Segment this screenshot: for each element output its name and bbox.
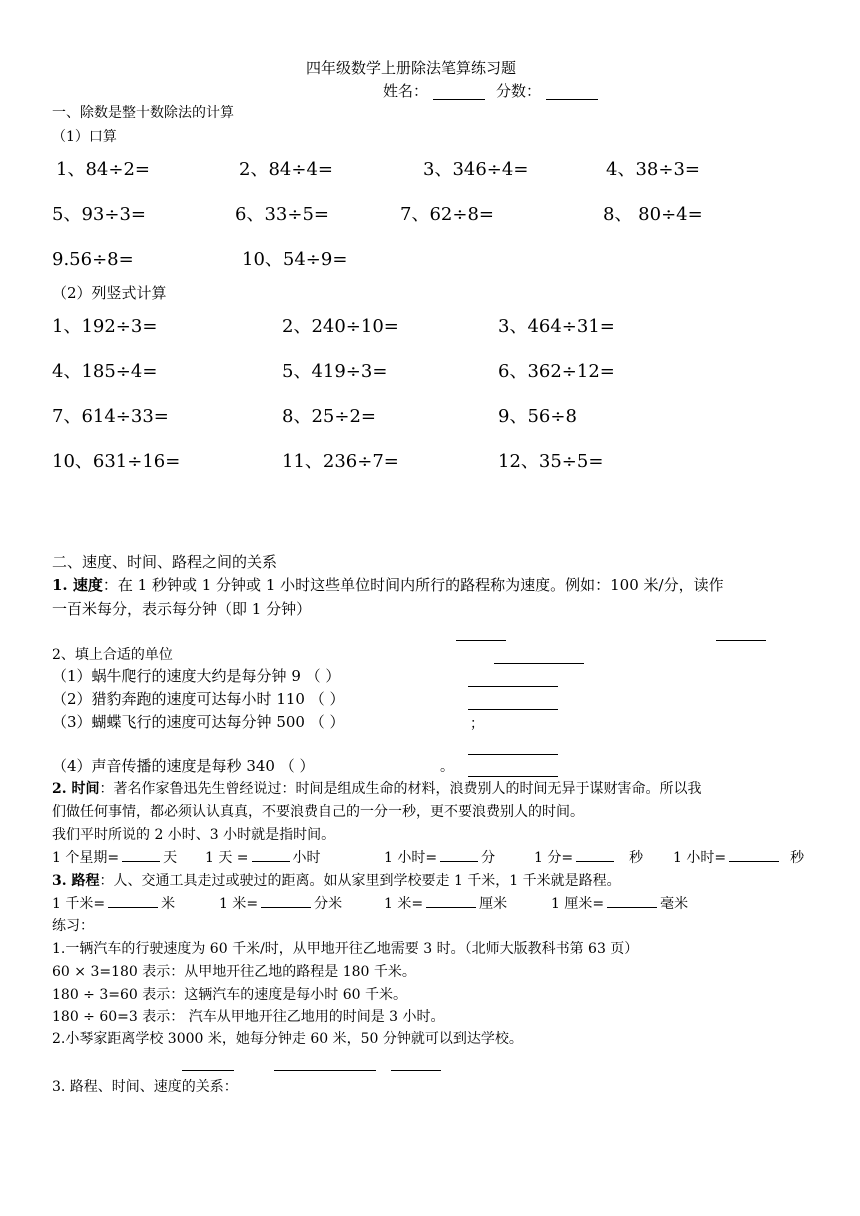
vertical-problem: 2、240÷10= [282,316,399,337]
distance-conversion [219,897,342,911]
fill-unit-item: （1）蜗牛爬行的速度大约是每分钟 9 （ ） [52,667,341,685]
conversion-unit: 厘米 [479,896,508,912]
fill-unit-item: （4）声音传播的速度是每秒 340 （ ） [52,757,315,775]
conversion-unit: 分米 [314,896,343,912]
distance-text: ：人、交通工具走过或驶过的距离。如从家里到学校要走 1 千米，1 千米就是路程。 [99,873,621,889]
oral-problem: 4、38÷3= [606,159,700,180]
oral-problem: 8、 80÷4= [603,204,703,225]
conversion-prefix: 1 米= [384,896,424,912]
practice-line: 1.一辆汽车的行驶速度为 60 千米/时，从甲地开往乙地需要 3 时。（北师大版教科书第 63 页） [52,941,639,957]
oral-problem: 9.56÷8= [52,249,134,270]
semicolon: ； [470,716,484,732]
fill-unit-item: （3）蝴蝶飞行的速度可达每分钟 500 （ ） [52,713,345,731]
conversion-blank[interactable] [440,860,478,862]
oral-problem: 10、54÷9= [242,249,348,270]
speed-text-line2: 一百米每分，表示每分钟（即 1 分钟） [52,600,312,618]
conversion-blank[interactable] [426,906,476,908]
oral-problem: 7、62÷8= [400,204,494,225]
oral-problem: 2、84÷4= [239,159,333,180]
vertical-heading: （2）列竖式计算 [52,284,167,302]
oral-heading: （1）口算 [52,129,117,145]
time-conversion [205,851,321,865]
vertical-problem: 3、464÷31= [498,316,615,337]
vertical-problem: 12、35÷5= [498,451,604,472]
conversion-prefix: 1 千米= [52,896,106,912]
practice-line: 180 ÷ 60=3 表示： 汽车从甲地开往乙地用的时间是 3 小时。 [52,1009,445,1025]
distance-label: 3. 路程 [52,873,100,889]
answer-line[interactable] [468,776,558,777]
conversion-prefix: 1 小时= [673,850,727,866]
vertical-problem: 4、185÷4= [52,361,158,382]
conversion-unit: 小时 [292,850,321,866]
time-text: ：著名作家鲁迅先生曾经说过：时间是组成生命的材料，浪费别人的时间无异于谋财害命。所以我 [99,781,702,797]
name-label: 姓名： [383,82,429,100]
oral-problem: 1、84÷2= [56,159,150,180]
conversion-blank[interactable] [607,906,657,908]
oral-problem: 3、346÷4= [423,159,529,180]
practice-heading: 练习： [52,918,94,934]
period: 。 [440,759,454,775]
conversion-unit: 秒 [629,850,644,866]
vertical-problem: 7、614÷33= [52,406,169,427]
oral-problem: 5、93÷3= [52,204,146,225]
answer-line[interactable] [456,640,506,641]
oral-problem: 6、33÷5= [235,204,329,225]
conversion-blank[interactable] [252,860,290,862]
time-label: 2. 时间 [52,781,100,797]
answer-line[interactable] [468,754,558,755]
practice-line: 180 ÷ 3=60 表示：这辆汽车的速度是每小时 60 千米。 [52,987,407,1003]
practice-line: 60 × 3=180 表示：从甲地开往乙地的路程是 180 千米。 [52,964,416,980]
conversion-unit: 毫米 [660,896,689,912]
conversion-unit: 秒 [790,850,805,866]
answer-line[interactable] [182,1070,234,1071]
answer-line[interactable] [468,709,558,710]
page-title: 四年级数学上册除法笔算练习题 [306,59,517,77]
time-conversion [384,851,495,865]
answer-line[interactable] [274,1070,376,1071]
speed-label: 1. 速度 [52,576,103,594]
fill-units-heading: 2、填上合适的单位 [52,647,173,663]
conversion-prefix: 1 厘米= [551,896,605,912]
section1-heading: 一、除数是整十数除法的计算 [52,105,234,121]
conversion-blank[interactable] [576,860,614,862]
section2-heading: 二、速度、时间、路程之间的关系 [52,553,278,571]
practice-line: 2.小琴家距离学校 3000 米，她每分钟走 60 米，50 分钟就可以到达学校。 [52,1031,523,1047]
vertical-problem: 10、631÷16= [52,451,181,472]
conversion-prefix: 1 小时= [384,850,438,866]
conversion-prefix: 1 天 = [205,850,249,866]
time-paragraph [52,782,702,796]
vertical-problem: 9、56÷8 [498,406,577,427]
conversion-unit: 分 [481,850,496,866]
conversion-blank[interactable] [122,860,160,862]
vertical-problem: 11、236÷7= [282,451,399,472]
distance-conversion [384,897,507,911]
conversion-blank[interactable] [729,860,779,862]
vertical-problem: 8、25÷2= [282,406,376,427]
name-blank[interactable] [433,99,485,100]
score-label: 分数： [496,82,542,100]
time-text-line2: 们做任何事情，都必须认认真真，不要浪费自己的一分一秒，更不要浪费别人的时间。 [52,804,584,820]
fill-unit-item: （2）猎豹奔跑的速度可达每小时 110 （ ） [52,690,345,708]
answer-line[interactable] [468,686,558,687]
time-conversion [534,851,643,865]
time-text-line3: 我们平时所说的 2 小时、3 小时就是指时间。 [52,827,336,843]
distance-paragraph [52,874,621,888]
speed-text: ：在 1 秒钟或 1 分钟或 1 小时这些单位时间内所行的路程称为速度。例如：100 米/分，读作 [102,576,724,594]
vertical-problem: 1、192÷3= [52,316,158,337]
conversion-blank[interactable] [261,906,311,908]
conversion-prefix: 1 个星期= [52,850,120,866]
answer-line[interactable] [716,640,766,641]
distance-conversion [52,897,175,911]
conversion-unit: 米 [161,896,176,912]
answer-line[interactable] [391,1070,441,1071]
conversion-unit: 天 [163,850,178,866]
conversion-prefix: 1 米= [219,896,259,912]
speed-paragraph [52,578,724,593]
score-blank[interactable] [546,99,598,100]
time-conversion [673,851,804,865]
relation-heading: 3. 路程、时间、速度的关系： [52,1079,238,1095]
answer-line[interactable] [494,663,584,664]
time-conversion [52,851,177,865]
conversion-blank[interactable] [108,906,158,908]
vertical-problem: 5、419÷3= [282,361,388,382]
distance-conversion [551,897,688,911]
vertical-problem: 6、362÷12= [498,361,615,382]
conversion-prefix: 1 分= [534,850,574,866]
